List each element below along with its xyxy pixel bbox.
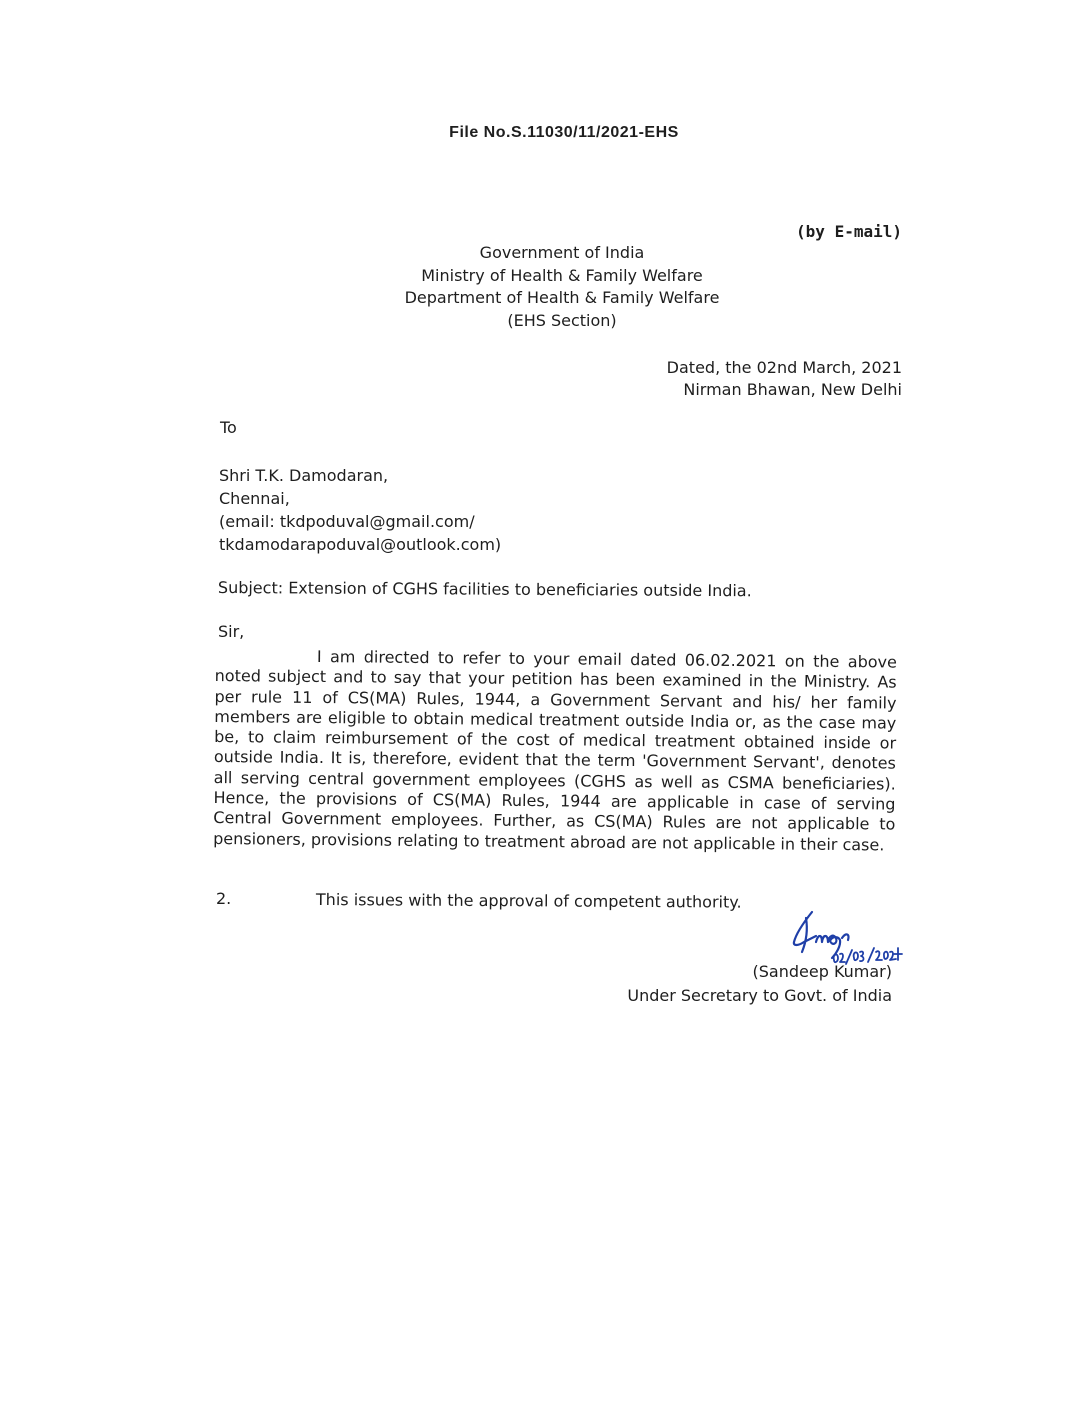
signatory-name: (Sandeep Kumar) [752, 962, 892, 981]
signatory-title: Under Secretary to Govt. of India [627, 986, 892, 1005]
paragraph-2-number: 2. [216, 889, 232, 908]
letterhead [362, 242, 762, 332]
subject-line: Subject: Extension of CGHS facilities to beneficiaries outside India. [217, 578, 752, 601]
file-number: File No.S.11030/11/2021-EHS [449, 124, 679, 141]
salutation: Sir, [218, 622, 245, 641]
body-paragraph-1: I am directed to refer to your email dated 06.02.2021 on the above noted subject and to say that your petition has been examined in the Ministry. As per rule 11 of CS(MA) Rules, 1944, a Government Servant and his/ her family members are eligible to obtain medical treatment outside India or, as the case may be, to claim reimbursement of the cost of medical treatment obtained inside or outside India. It is, therefore, evident that the term 'Government Servant', denotes all serving central government employees (CGHS as well as CSMA beneficiaries). Hence, the provisions of CS(MA) Rules, 1944 are applicable in case of serving Central Government employees. Further, as CS(MA) Rules are not applicable to pensioners, provisions relating to treatment abroad are not applicable in their case. [213, 646, 897, 855]
recipient-city: Chennai, [219, 489, 290, 508]
letterhead-section: (EHS Section) [507, 310, 617, 330]
letterhead-ministry: Ministry of Health & Family Welfare [421, 265, 703, 285]
recipient-email-2: tkdamodarapoduval@outlook.com) [219, 535, 502, 554]
recipient-address [219, 464, 501, 556]
recipient-email-1: (email: tkdpoduval@gmail.com/ [219, 512, 475, 531]
body-paragraph-2: This issues with the approval of competent authority. [315, 890, 742, 912]
letter-place: Nirman Bhawan, New Delhi [683, 380, 902, 399]
date-place-block [667, 357, 902, 401]
letterhead-government: Government of India [479, 243, 645, 262]
to-label: To [220, 418, 237, 437]
delivery-mode: (by E-mail) [796, 222, 902, 241]
letter-date: Dated, the 02nd March, 2021 [666, 358, 902, 377]
letterhead-department: Department of Health & Family Welfare [404, 288, 720, 307]
recipient-name: Shri T.K. Damodaran, [219, 466, 389, 485]
